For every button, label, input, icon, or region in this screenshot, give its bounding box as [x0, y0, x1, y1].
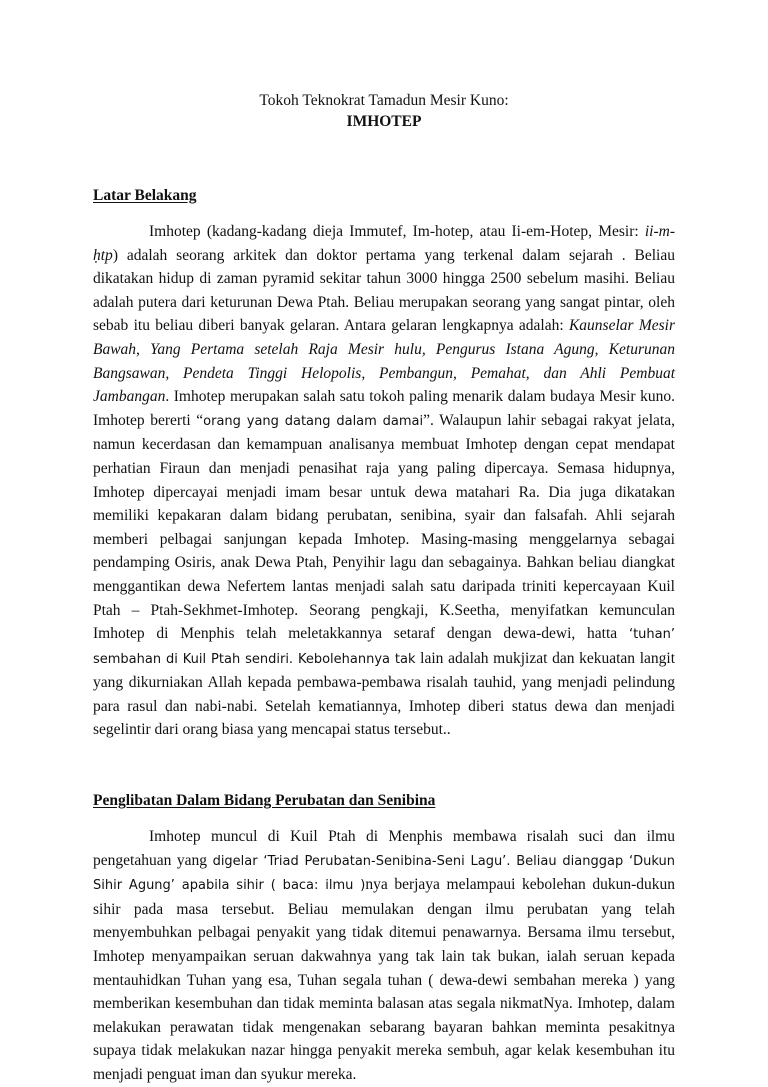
document-page: [93, 90, 675, 1087]
text-run: nya berjaya melampaui kebolehan dukun-dukun sihir pada masa tersebut. Beliau memulakan dengan ilmu perubatan yang telah menyembuhkan pelbagai penyakit yang tidak ditemui penawarnya. Bersama ilmu tersebut, Imhotep menyampaikan seruan dakwahnya yang tak lain tak bukan, ialah seruan kepada mentauhidkan Tuhan yang esa, Tuhan segala tuhan ( dewa-dewi sembahan mereka ) yang memberikan kesembuhan dan tidak meminta balasan atas segala nikmatNya. Imhotep, dalam melakukan perawatan tidak mengenakan sebarang bayaran bahkan meminta pesakitnya supaya tidak melakukan nazar hingga penyakit mereka sembuh, agar kelak kesembuhan itu menjadi penguat iman dan syukur mereka.: [93, 876, 675, 1083]
text-run-sans: orang yang datang dalam damai: [203, 413, 424, 429]
document-title: IMHOTEP: [346, 113, 422, 130]
text-run: . Imhotep merupakan salah satu tokoh paling menarik dalam budaya Mesir kuno. Imhotep bererti “: [93, 388, 675, 429]
text-run: Imhotep muncul di Kuil Ptah di Menphis membawa risalah suci dan ilmu pengetahuan yang: [93, 828, 675, 869]
section-heading-latar-belakang: Latar Belakang: [93, 187, 197, 204]
text-run-italic: Kaunselar Mesir Bawah, Yang Pertama setelah Raja Mesir hulu, Pengurus Istana Agung, Keturunan Bangsawan, Pendeta Tinggi Helopolis, Pembangun, Pemahat, dan Ahli Pembuat Jambangan: [93, 317, 675, 406]
paragraph-latar-belakang: [93, 220, 675, 742]
text-run: Imhotep (kadang-kadang dieja Immutef, Im-hotep, atau Ii-em-Hotep, Mesir:: [149, 223, 645, 240]
document-title-line: Tokoh Teknokrat Tamadun Mesir Kuno:: [259, 92, 509, 109]
text-run: ”. Walaupun lahir sebagai rakyat jelata, namun kecerdasan dan kemampuan analisanya membuat Imhotep dengan cepat mendapat perhatian Firaun dan menjadi penasihat raja yang paling dipercaya. Semasa hidupnya, Imhotep dipercayai menjadi imam besar untuk dewa matahari Ra. Dia juga dikatakan memiliki kepakaran dalam bidang perubatan, senibina, syair dan falsafah. Ahli sejarah memberi pelbagai sanjungan kepada Imhotep. Masing-masing menggelarnya sebagai pendamping Osiris, anak Dewa Ptah, Penyihir lagu dan sebagainya. Bahkan beliau diangkat menggantikan dewa Nefertem lantas menjadi salah satu daripada triniti kepercayaan Kuil Ptah – Ptah-Sekhmet-Imhotep. Seorang pengkaji, K.Seetha, menyifatkan kemunculan Imhotep di Menphis telah meletakkannya setaraf dengan dewa-dewi, hatta: [93, 411, 675, 643]
text-run: lain adalah mukjizat dan kekuatan langit yang dikurniakan Allah kepada pembawa-pembawa risalah tauhid, yang menjadi pelindung para rasul dan nabi-nabi. Setelah kematiannya, Imhotep diberi status dewa dan menjadi segelintir dari orang biasa yang mencapai status tersebut..: [93, 649, 675, 739]
section-heading-penglibatan: Penglibatan Dalam Bidang Perubatan dan Senibina: [93, 792, 436, 810]
text-run-italic: ii-m-ḥtp: [93, 223, 675, 264]
text-run-sans: ‘tuhan’ sembahan di Kuil Ptah sendiri. Kebolehannya tak: [93, 627, 675, 667]
text-run-sans: digelar ‘Triad Perubatan-Senibina-Seni Lagu’. Beliau dianggap ‘Dukun Sihir Agung’ apabila sihir ( baca: ilmu ): [93, 853, 675, 894]
text-run: ) adalah seorang arkitek dan doktor pertama yang terkenal dalam sejarah . Beliau dikatakan hidup di zaman pyramid sekitar tahun 3000 hingga 2500 sebelum masihi. Beliau adalah putera dari keturunan Dewa Ptah. Beliau merupakan seorang yang sangat pintar, oleh sebab itu beliau diberi banyak gelaran. Antara gelaran lengkapnya adalah:: [93, 246, 675, 335]
paragraph-penglibatan: [93, 825, 675, 1087]
